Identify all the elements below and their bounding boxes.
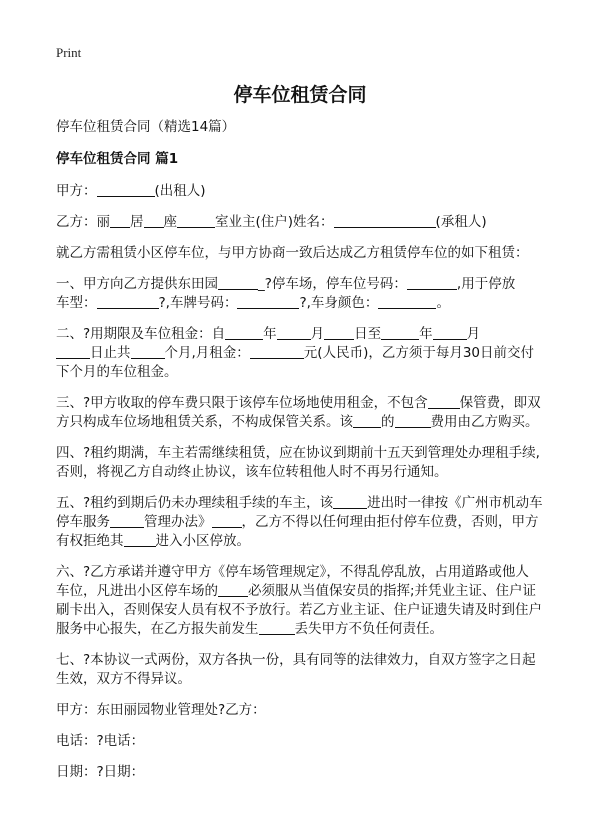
party-a-line: 甲方： (出租人) (56, 183, 206, 199)
intro-paragraph: 就乙方需租赁小区停车位，与甲方协商一致后达成乙方租赁停车位的如下租赁： (56, 245, 529, 261)
document-subtitle: 停车位租赁合同（精选14篇） (56, 119, 236, 135)
document-title: 停车位租赁合同 (233, 84, 367, 106)
print-link[interactable]: Print (56, 45, 82, 60)
signature-party-line: 甲方：东田丽园物业管理处?乙方： (56, 702, 266, 718)
party-b-line: 乙方：丽 居 座 室业主(住户)姓名： (承租人) (56, 214, 487, 230)
signature-date-line: 日期：?日期： (56, 764, 145, 780)
signature-phone-line: 电话：?电话： (56, 733, 145, 749)
section-title: 停车位租赁合同 篇1 (56, 151, 179, 167)
